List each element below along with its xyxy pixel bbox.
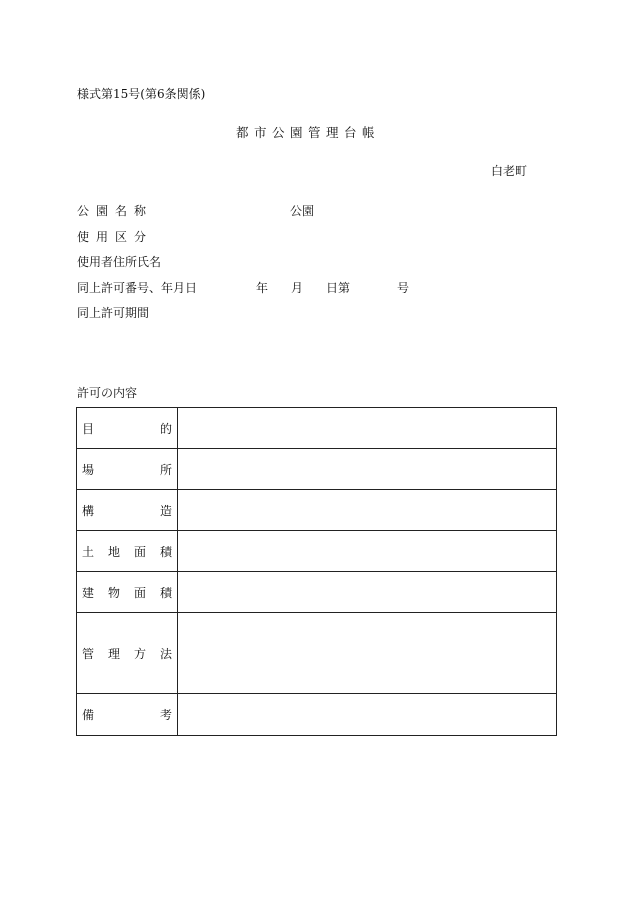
purpose-label-cell: [77, 408, 178, 449]
town-name: 白老町: [491, 164, 528, 178]
permit-month-label: 月: [291, 281, 304, 295]
remarks-value-cell: [178, 694, 557, 736]
management-method-value-cell: [178, 613, 557, 694]
table-row: [77, 490, 557, 531]
row-label: 構造: [82, 503, 172, 518]
row-label: 場所: [82, 462, 172, 477]
use-category-label: 使用区分: [77, 230, 154, 244]
table-row: [77, 694, 557, 736]
structure-label-cell: [77, 490, 178, 531]
building-area-label-cell: [77, 572, 178, 613]
table-row: [77, 408, 557, 449]
row-label: 目的: [82, 421, 172, 436]
row-label: 備考: [82, 708, 172, 722]
row-label: 建物面積: [82, 585, 172, 600]
remarks-label-cell: [77, 694, 178, 736]
location-label-cell: [77, 449, 178, 490]
building-area-value-cell: [178, 572, 557, 613]
permit-year-label: 年: [256, 281, 269, 295]
park-name-label: 公園名称: [77, 204, 154, 218]
location-value-cell: [178, 449, 557, 490]
purpose-value-cell: [178, 408, 557, 449]
permit-no-label: 号: [397, 281, 410, 295]
permit-period-label: 同上許可期間: [77, 306, 150, 320]
table-row: [77, 531, 557, 572]
table-row: [77, 449, 557, 490]
row-label: 土地面積: [82, 544, 172, 559]
permit-number-label: 同上許可番号、年月日: [77, 281, 198, 295]
land-area-value-cell: [178, 531, 557, 572]
table-row: [77, 613, 557, 694]
management-method-label-cell: [77, 613, 178, 694]
document-title: 都市公園管理台帳: [236, 125, 381, 140]
park-name-suffix: 公園: [290, 204, 315, 218]
user-address-name-label: 使用者住所氏名: [77, 255, 162, 269]
permit-contents-table: [76, 407, 557, 736]
table-row: [77, 572, 557, 613]
form-number: 様式第15号(第6条関係): [77, 87, 206, 101]
permit-contents-title: 許可の内容: [77, 386, 138, 400]
land-area-label-cell: [77, 531, 178, 572]
row-label: 管理方法: [82, 646, 172, 661]
structure-value-cell: [178, 490, 557, 531]
permit-day-label: 日第: [326, 281, 351, 295]
